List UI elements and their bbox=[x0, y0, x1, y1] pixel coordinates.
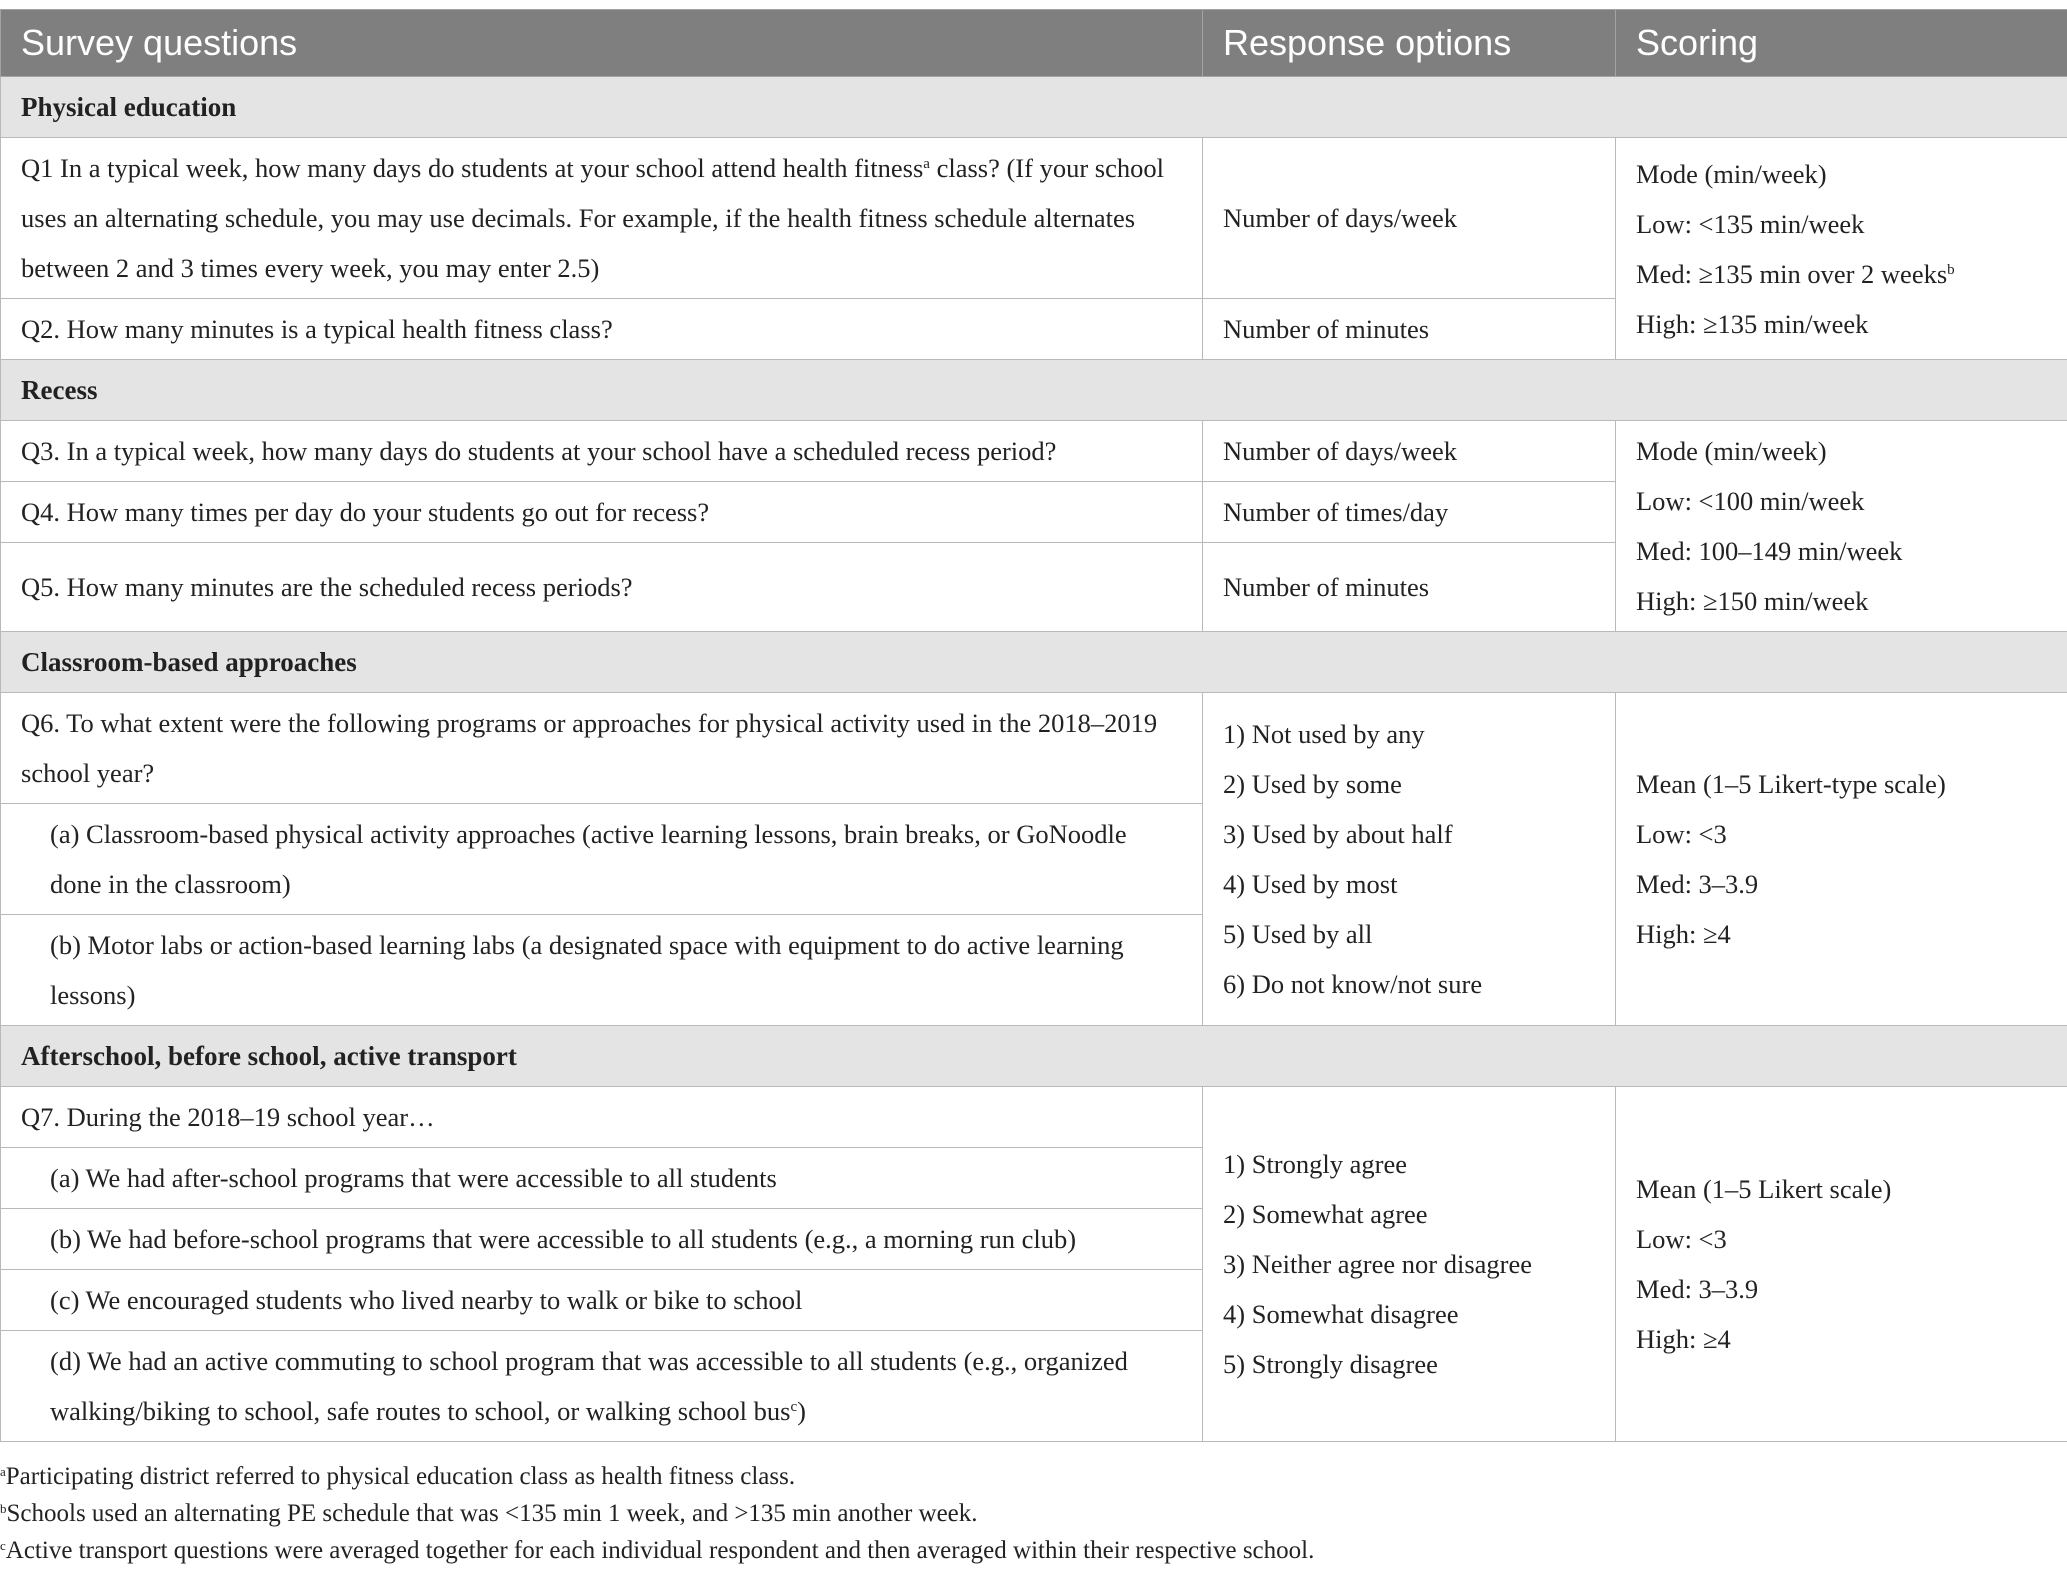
footnote-b bbox=[0, 1495, 1314, 1532]
response-option: Number of times/day bbox=[1203, 482, 1616, 543]
scoring-high: High: ≥150 min/week bbox=[1636, 586, 1869, 616]
footnote-a bbox=[0, 1458, 1314, 1495]
section-title: Classroom-based approaches bbox=[1, 632, 2067, 693]
scoring-low: Low: <135 min/week bbox=[1636, 208, 1865, 239]
footnote-c bbox=[0, 1532, 1314, 1569]
option-item: 4) Used by most bbox=[1223, 869, 1398, 899]
option-item: 5) Strongly disagree bbox=[1223, 1349, 1438, 1379]
question-q6: Q6. To what extent were the following programs or approaches for physical activity used in the 2018–2019 school year? bbox=[1, 693, 1203, 804]
scoring-med: Med: 3–3.9 bbox=[1636, 1274, 1759, 1304]
scoring-low: Low: <3 bbox=[1636, 1224, 1727, 1254]
option-item: 3) Used by about half bbox=[1223, 819, 1453, 849]
option-item: 5) Used by all bbox=[1223, 919, 1373, 949]
scoring-low: Low: <3 bbox=[1636, 819, 1727, 849]
scoring-med bbox=[1636, 249, 2047, 299]
scoring-mode: Mean (1–5 Likert scale) bbox=[1636, 1174, 1892, 1204]
footnote-text: Active transport questions were averaged together for each individual respondent and then averaged within their respective school. bbox=[5, 1537, 1315, 1564]
question-q7: Q7. During the 2018–19 school year… bbox=[1, 1087, 1203, 1148]
scoring-high: High: ≥4 bbox=[1636, 919, 1731, 949]
option-item: 4) Somewhat disagree bbox=[1223, 1299, 1459, 1329]
section-title: Physical education bbox=[1, 77, 2067, 138]
question-q6b: (b) Motor labs or action-based learning labs (a designated space with equipment to do active learning lessons) bbox=[1, 915, 1203, 1026]
question-q1 bbox=[1, 138, 1203, 299]
section-row-afterschool bbox=[1, 1026, 2067, 1087]
scoring-mode: Mode (min/week) bbox=[1636, 158, 1827, 189]
question-q7d bbox=[1, 1331, 1203, 1442]
section-title: Recess bbox=[1, 360, 2067, 421]
footnote-marker: c bbox=[790, 1399, 798, 1415]
scoring-mode: Mean (1–5 Likert-type scale) bbox=[1636, 769, 1946, 799]
response-options-cell bbox=[1203, 693, 1616, 1026]
option-item: 3) Neither agree nor disagree bbox=[1223, 1249, 1533, 1279]
question-text: (d) We had an active commuting to school program that was accessible to all students (e.g., organized walking/biking to school, safe routes to school, or walking school bus bbox=[50, 1346, 1128, 1426]
option-item: 1) Not used by any bbox=[1223, 719, 1425, 749]
section-row-physical-education bbox=[1, 77, 2067, 138]
footnote-marker: c bbox=[0, 1538, 6, 1553]
question-text: ) bbox=[797, 1396, 806, 1426]
question-q4: Q4. How many times per day do your students go out for recess? bbox=[1, 482, 1203, 543]
question-q7c: (c) We encouraged students who lived nearby to walk or bike to school bbox=[1, 1270, 1203, 1331]
question-q3: Q3. In a typical week, how many days do students at your school have a scheduled recess period? bbox=[1, 421, 1203, 482]
question-text: class? (If your school uses an alternating schedule, you may use decimals. For example, if the health fitness schedule alternates between 2 and 3 times every week, you may enter 2.5) bbox=[21, 153, 1164, 283]
section-row-recess bbox=[1, 360, 2067, 421]
option-item: 2) Somewhat agree bbox=[1223, 1199, 1428, 1229]
table-row bbox=[1, 1087, 2067, 1148]
scoring-med: Med: 3–3.9 bbox=[1636, 869, 1759, 899]
footnote-marker: b bbox=[0, 1501, 7, 1516]
response-option: Number of days/week bbox=[1203, 421, 1616, 482]
question-q7b: (b) We had before-school programs that were accessible to all students (e.g., a morning run club) bbox=[1, 1209, 1203, 1270]
response-options-cell bbox=[1203, 1087, 1616, 1442]
scoring-med-text: Med: ≥135 min over 2 weeks bbox=[1636, 258, 1948, 289]
scoring-low: Low: <100 min/week bbox=[1636, 486, 1865, 516]
response-option: Number of days/week bbox=[1203, 138, 1616, 299]
scoring-mode: Mode (min/week) bbox=[1636, 436, 1827, 466]
header-response-options: Response options bbox=[1203, 10, 1616, 77]
question-q7a: (a) We had after-school programs that were accessible to all students bbox=[1, 1148, 1203, 1209]
table-row bbox=[1, 693, 2067, 804]
scoring-cell bbox=[1616, 1087, 2067, 1442]
option-item: 2) Used by some bbox=[1223, 769, 1402, 799]
header-row bbox=[1, 10, 2067, 77]
header-survey-questions: Survey questions bbox=[1, 10, 1203, 77]
table-row bbox=[1, 138, 2067, 299]
question-q5: Q5. How many minutes are the scheduled recess periods? bbox=[1, 543, 1203, 632]
table-row bbox=[1, 421, 2067, 482]
footnote-text: Participating district referred to physical education class as health fitness class. bbox=[5, 1463, 796, 1490]
question-q6a: (a) Classroom-based physical activity approaches (active learning lessons, brain breaks, or GoNoodle done in the classroom) bbox=[1, 804, 1203, 915]
response-option: Number of minutes bbox=[1203, 543, 1616, 632]
section-row-classroom bbox=[1, 632, 2067, 693]
footnote-marker: b bbox=[1947, 261, 1955, 278]
scoring-cell bbox=[1616, 693, 2067, 1026]
footnote-text: Schools used an alternating PE schedule that was <135 min 1 week, and >135 min another week. bbox=[6, 1500, 978, 1527]
question-text: Q1 In a typical week, how many days do students at your school attend health fitness bbox=[21, 153, 924, 183]
scoring-high: High: ≥4 bbox=[1636, 1324, 1731, 1354]
scoring-cell bbox=[1616, 138, 2067, 360]
option-item: 6) Do not know/not sure bbox=[1223, 969, 1483, 999]
footnotes bbox=[0, 1458, 1314, 1569]
question-q2: Q2. How many minutes is a typical health fitness class? bbox=[1, 299, 1203, 360]
footnote-marker: a bbox=[0, 1464, 6, 1479]
footnote-marker: a bbox=[923, 156, 930, 172]
scoring-med: Med: 100–149 min/week bbox=[1636, 536, 1903, 566]
scoring-cell bbox=[1616, 421, 2067, 632]
scoring-high: High: ≥135 min/week bbox=[1636, 308, 1869, 339]
response-option: Number of minutes bbox=[1203, 299, 1616, 360]
section-title: Afterschool, before school, active transport bbox=[1, 1026, 2067, 1087]
option-item: 1) Strongly agree bbox=[1223, 1149, 1407, 1179]
survey-table bbox=[0, 9, 2067, 1442]
header-scoring: Scoring bbox=[1616, 10, 2067, 77]
